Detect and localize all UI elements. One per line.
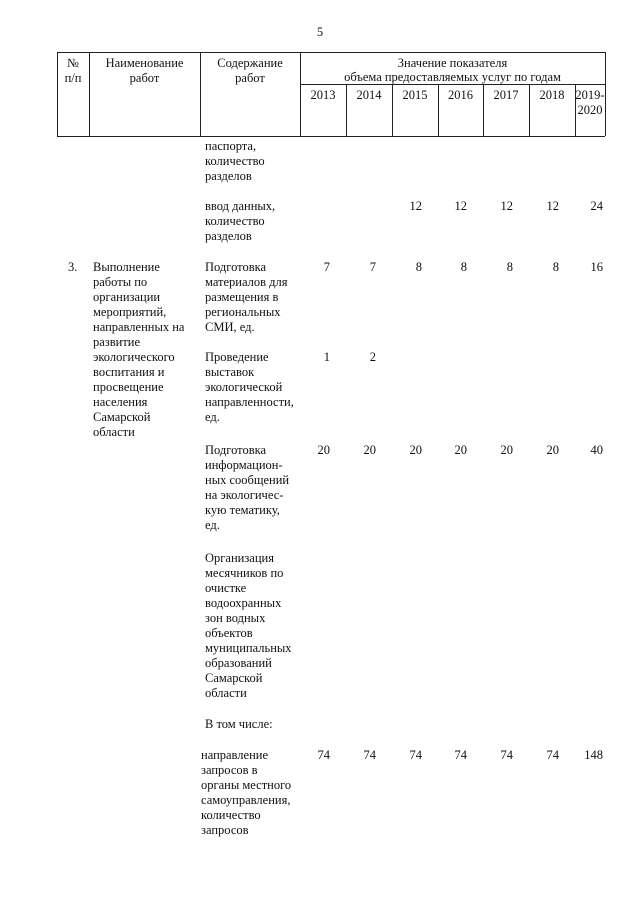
row-6-content: В том числе: — [205, 717, 273, 731]
document-page: 5 № п/п Наименование работ Содержание работ Значение показателя объема предоставляемых услуг по годам 2013 2014 2015 2016 2017 2018 2019- 2020 паспорта, количество разделов ввод данных, количество разделов 12 12 12 12 24 3. Выполнение работы по организации мероприятий, направленных на развитие экологического воспитания и просвещение населения Самарской области Подготовка материалов для размещения в региональных СМИ, ед. 7 7 8 8 8 8 16 Проведение выставок экологической направленности, ед. 1 2 Подготовка информацион- ных сообщений на экологичес- кую тематику, ед. 20 20 20 20 20 20 40 Организация месячников по очистке водоохранных зон водных объектов муниципальных образований Самарской области В том числе: направление запросов в органы местного самоуправления, количество запросов 74 74 74 74 74 74 148 — [0, 0, 640, 905]
header-year-2018: 2018 — [539, 88, 565, 102]
table-top-border — [57, 52, 605, 53]
header-year-2015: 2015 — [402, 88, 428, 102]
header-year-2013: 2013 — [310, 88, 336, 102]
page-number: 5 — [316, 25, 324, 39]
header-year-2014: 2014 — [356, 88, 382, 102]
section-3-number: 3. — [68, 260, 78, 274]
header-year-2016: 2016 — [448, 88, 473, 102]
header-year-2017: 2017 — [493, 88, 519, 102]
header-bottom-border — [57, 136, 605, 137]
col-border-right — [605, 52, 606, 136]
